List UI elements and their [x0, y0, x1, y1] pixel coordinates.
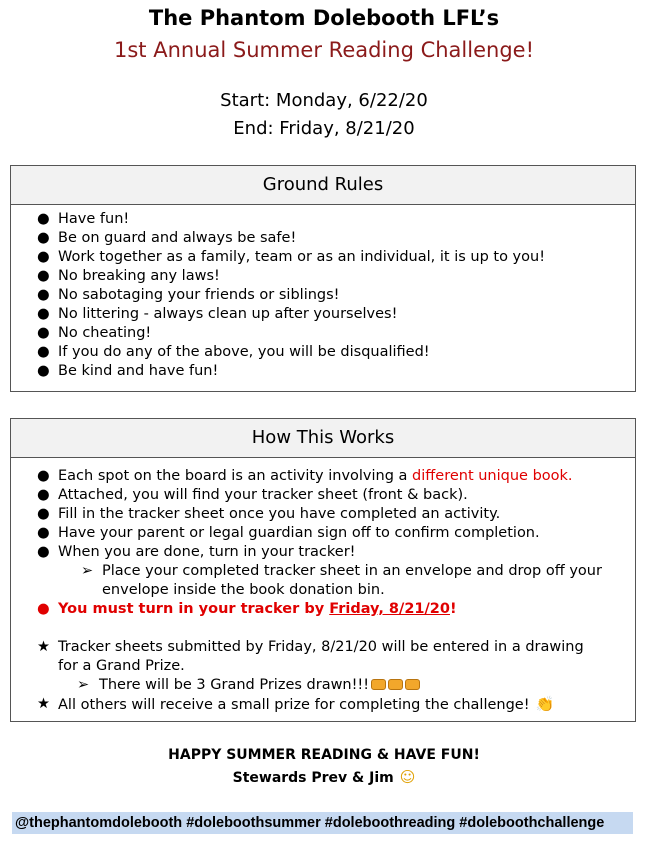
list-item: ● If you do any of the above, you will be disqualified! [37, 344, 430, 360]
bullet-icon: ● [37, 601, 50, 617]
list-item: ● No littering - always clean up after yourselves! [37, 306, 398, 322]
bullet-icon: ● [37, 287, 50, 303]
hashtags[interactable]: @thephantomdolebooth #doleboothsummer #doleboothreading #doleboothchallenge [12, 812, 633, 834]
list-item: ● Have fun! [37, 211, 130, 227]
bullet-icon: ● [37, 325, 50, 341]
deadline-date: Friday, 8/21/20 [329, 601, 450, 617]
list-item: ● When you are done, turn in your tracker! [37, 544, 356, 560]
list-item: ● Fill in the tracker sheet once you have completed an activity. [37, 506, 501, 522]
prize-ticket-icon [405, 679, 420, 690]
smiley-icon: ☺ [399, 768, 416, 786]
how-it-works-heading: How This Works [11, 419, 635, 458]
clapping-hands-icon: 👏 [535, 695, 555, 713]
bullet-icon: ● [37, 525, 50, 541]
end-date: End: Friday, 8/21/20 [233, 118, 415, 139]
bullet-icon: ● [37, 268, 50, 284]
list-item: ● No sabotaging your friends or siblings! [37, 287, 340, 303]
star-icon: ★ [37, 696, 50, 712]
start-date: Start: Monday, 6/22/20 [220, 90, 428, 111]
title-line-2: 1st Annual Summer Reading Challenge! [114, 38, 534, 62]
ground-rules-list [11, 210, 635, 381]
list-item: ● Be kind and have fun! [37, 363, 219, 379]
list-item: ● Have your parent or legal guardian sign off to confirm completion. [37, 525, 540, 541]
ground-rules-heading: Ground Rules [11, 166, 635, 205]
bullet-icon: ● [37, 306, 50, 322]
bullet-icon: ● [37, 230, 50, 246]
bullet-icon: ● [37, 487, 50, 503]
list-subitem: ➢ Place your completed tracker sheet in an envelope and drop off your [81, 563, 602, 579]
bullet-icon: ● [37, 468, 50, 484]
bullet-icon: ● [37, 506, 50, 522]
ground-rules-box [10, 165, 636, 392]
list-item: ● Work together as a family, team or as an individual, it is up to you! [37, 249, 546, 265]
unique-book-text: different unique book [412, 468, 568, 484]
list-item: ● Be on guard and always be safe! [37, 230, 297, 246]
deadline-item: ● You must turn in your tracker by Friday, 8/21/20! [37, 601, 457, 617]
how-it-works-list [11, 467, 635, 715]
prize-ticket-icon [388, 679, 403, 690]
closing-message: HAPPY SUMMER READING & HAVE FUN! [168, 747, 480, 763]
list-item: ● No breaking any laws! [37, 268, 220, 284]
list-item: ★ All others will receive a small prize for completing the challenge! 👏 [37, 695, 555, 713]
spacer [11, 619, 635, 638]
list-item: ● Attached, you will find your tracker sheet (front & back). [37, 487, 468, 503]
bullet-icon: ● [37, 211, 50, 227]
arrow-bullet-icon: ➢ [77, 677, 90, 693]
bullet-icon: ● [37, 544, 50, 560]
bullet-icon: ● [37, 344, 50, 360]
list-subitem-continued: envelope inside the book donation bin. [102, 582, 385, 598]
title-line-1: The Phantom Dolebooth LFL’s [148, 6, 500, 30]
star-icon: ★ [37, 639, 50, 655]
arrow-bullet-icon: ➢ [81, 563, 94, 579]
bullet-icon: ● [37, 363, 50, 379]
list-subitem: ➢ There will be 3 Grand Prizes drawn!!! [11, 676, 635, 695]
list-item: ● No cheating! [37, 325, 152, 341]
list-item-continued: for a Grand Prize. [58, 658, 185, 674]
closing-signature: Stewards Prev & Jim ☺ [232, 768, 416, 786]
bullet-icon: ● [37, 249, 50, 265]
list-item: ● Each spot on the board is an activity involving a different unique book. [37, 468, 573, 484]
list-item: ★ Tracker sheets submitted by Friday, 8/21/20 will be entered in a drawing [37, 639, 584, 655]
how-it-works-box [10, 418, 636, 722]
prize-ticket-icon [371, 679, 386, 690]
